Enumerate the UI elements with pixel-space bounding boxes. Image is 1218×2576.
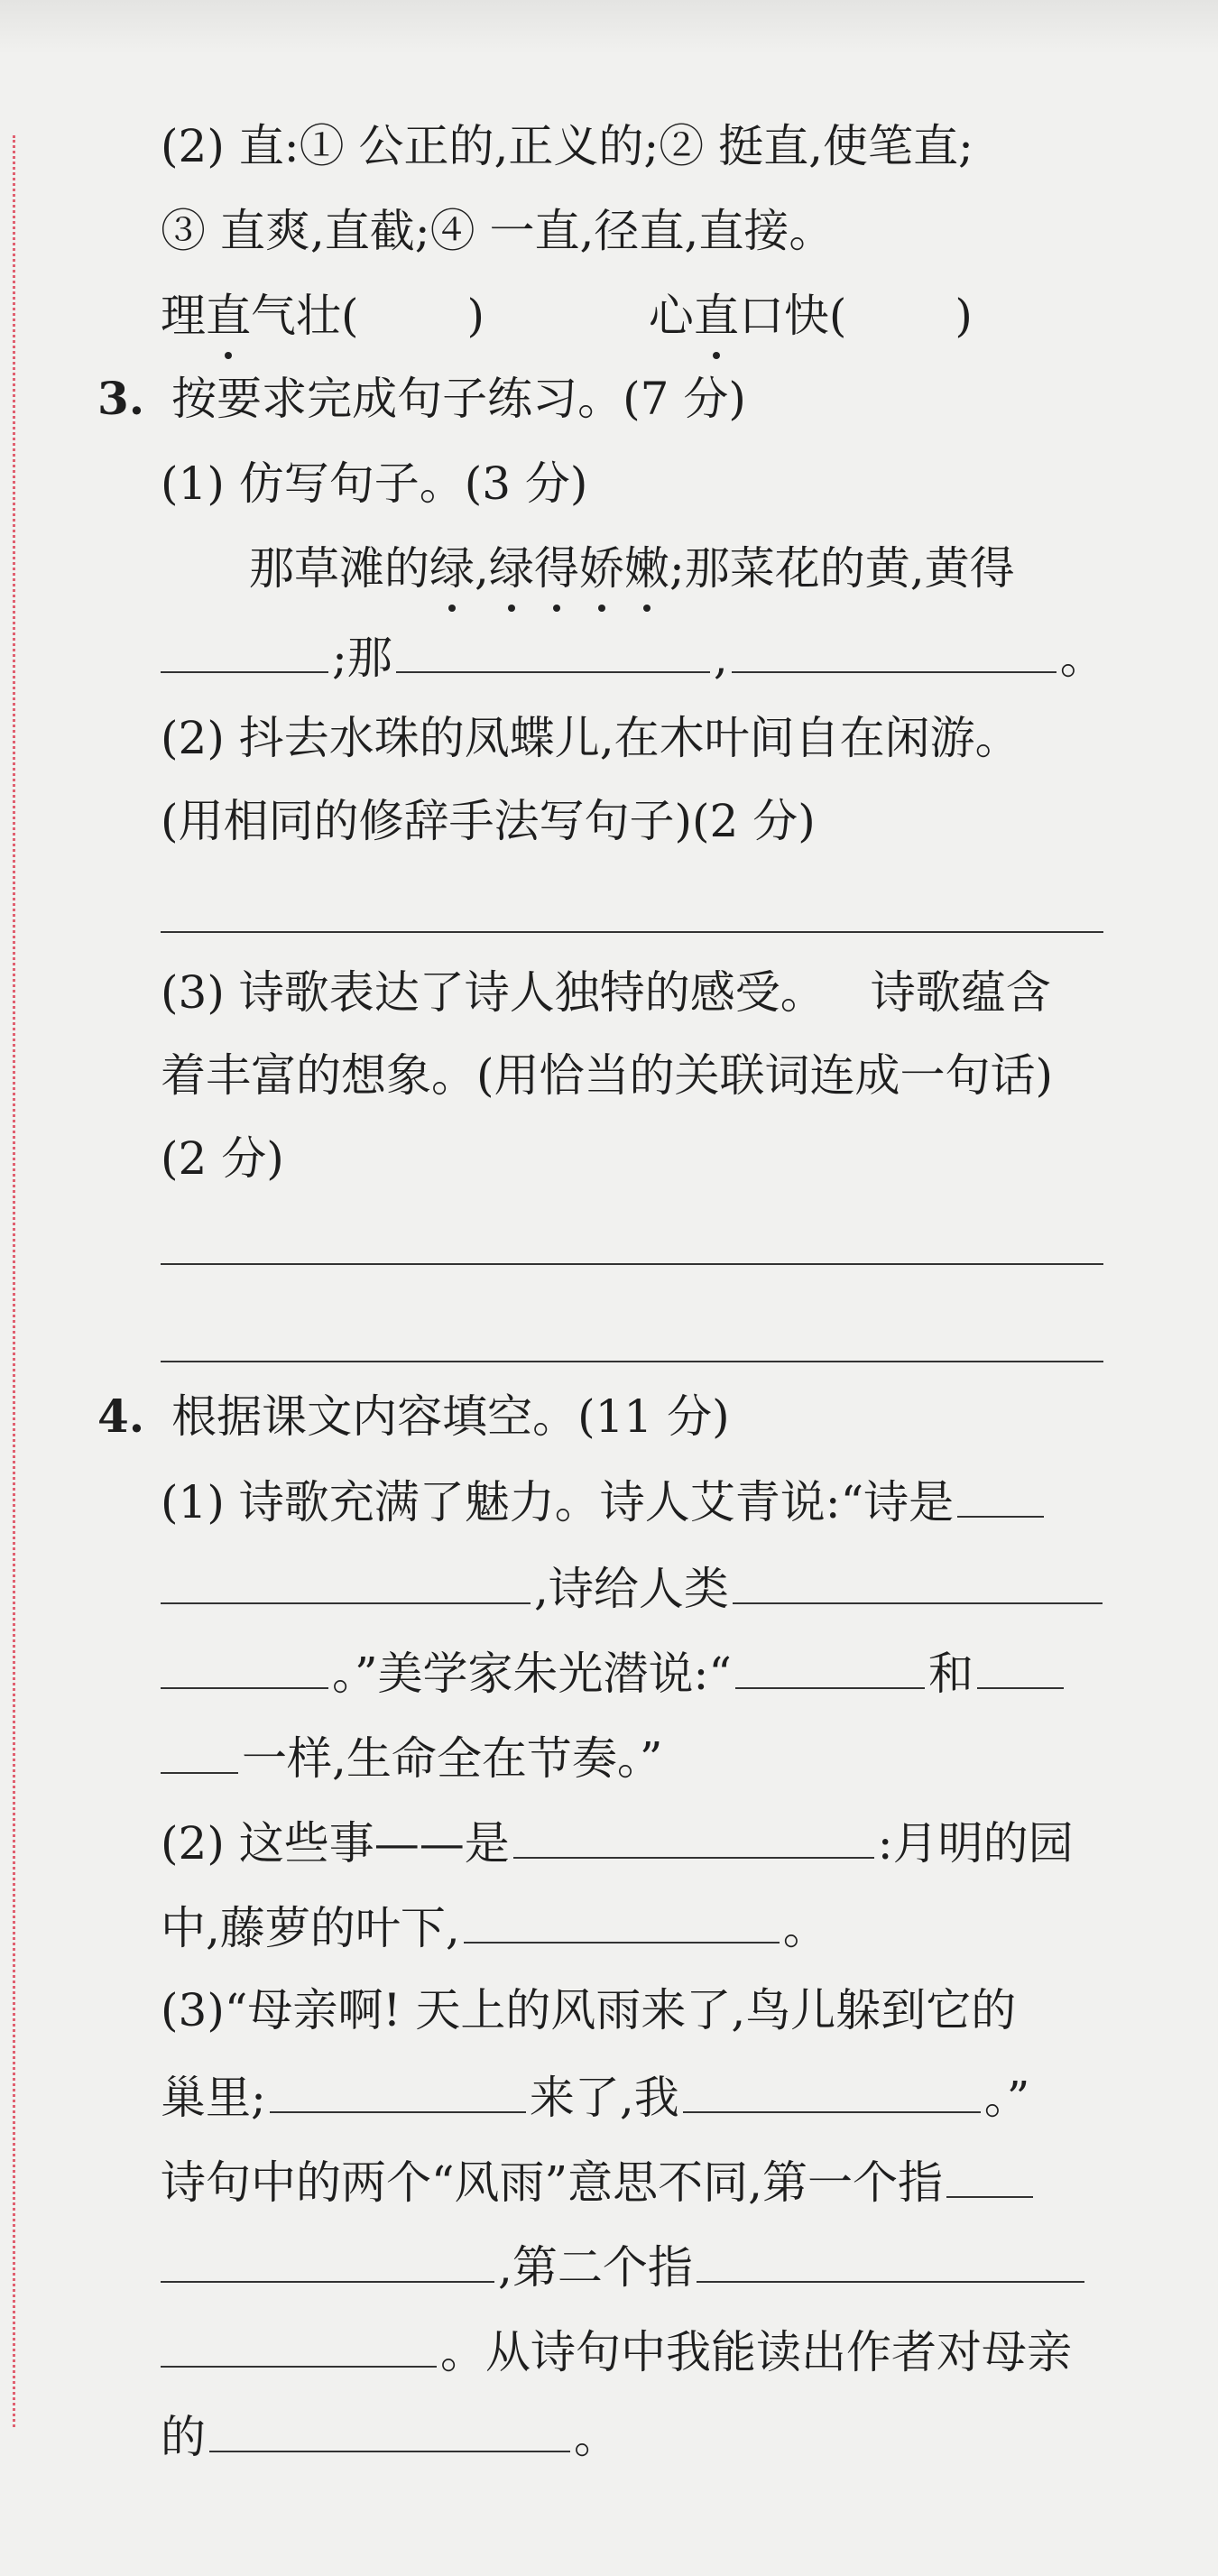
q3-number: 3. [97,372,145,425]
q3-item3-answer-line-1[interactable] [161,1263,1103,1265]
q3-item1-fill [161,619,1108,691]
q3-item3-line2: 着丰富的想象。(用恰当的关联词连成一句话) [161,1049,1054,1102]
q2-item2-line1: (2) 直:① 公正的,正义的;② 挺直,使笔直; [161,120,973,172]
fill-text-a: ;那 [332,632,392,684]
q4-item1-line2 [161,1550,1108,1622]
q4-title: 根据课文内容填空。(11 分) [171,1390,730,1443]
idiom1-close-paren: ) [466,290,485,342]
scan-shadow [0,0,1218,54]
item3-text-b: 诗歌蕴含 [870,966,1051,1019]
idiom2-char: 心 [648,290,694,342]
q3-item2-answer-line[interactable] [161,931,1103,933]
q3-item1-title: (1) 仿写句子。(3 分) [161,457,588,510]
q4-item3-text-e: 。 [574,2411,619,2463]
q3-item3-line1 [161,956,1108,1029]
q4-item1-blank-7[interactable] [161,1720,238,1774]
fill-blank-3[interactable] [732,619,1057,673]
q4-item1-line4-text: 一样,生命全在节奏。” [242,1732,663,1785]
q4-item1-line3-text-b: 和 [927,1648,973,1700]
q4-item1-text: (1) 诗歌充满了魅力。诗人艾青说:“诗是 [161,1476,955,1528]
idiom2-dotted-char: 直 [694,280,739,352]
q4-item1-line3 [161,1635,1108,1707]
q4-item1-blank-6[interactable] [977,1635,1064,1689]
q4-item1-blank-5[interactable] [735,1635,925,1689]
q4-item2-blank-1[interactable] [513,1805,874,1859]
q4-item1-line3-text-a: 。”美学家朱光潜说:“ [332,1648,732,1700]
q4-item2-text-d: 。 [782,1902,828,1954]
idiom1-char: 理 [161,290,206,342]
q4-item1-line2-text: ,诗给人类 [534,1563,729,1615]
q4-item2-text-b: :月明的园 [877,1817,1074,1870]
idiom1-dotted-char: 直 [206,280,251,352]
q4-item3-text-a: 巢里; [161,2072,266,2124]
q4-item3-blank-4[interactable] [161,2229,494,2283]
q4-item2-line1 [161,1805,1108,1877]
q4-item1-blank-2[interactable] [161,1550,531,1604]
q4-item1-blank-4[interactable] [161,1635,328,1689]
q4-item2-text-c: 中,藤萝的叶下, [161,1902,460,1954]
q4-item3-line5-text: 。从诗句中我能读出作者对母亲 [440,2326,1072,2378]
q4-item3-blank-5[interactable] [697,2229,1084,2283]
q4-item3-blank-2[interactable] [683,2059,981,2113]
q4-item3-blank-3[interactable] [946,2144,1033,2198]
q4-item3-blank-7[interactable] [209,2398,570,2452]
q4-item1-blank-1[interactable] [957,1463,1044,1518]
q4-item3-line6 [161,2398,1108,2470]
q4-item3-line3-text: 诗句中的两个“风雨”意思不同,第一个指 [161,2156,944,2209]
q3-title: 按要求完成句子练习。(7 分) [171,373,746,425]
item3-text-a: (3) 诗歌表达了诗人独特的感受。 [161,966,826,1019]
q4-item1-line1 [161,1463,1108,1536]
q3-item2-line2: (用相同的修辞手法写句子)(2 分) [161,795,816,847]
example-dotted-text: 绿,绿得娇嫩 [429,542,669,595]
q4-item2-line2 [161,1889,1108,1962]
q2-item2-line2: ③ 直爽,直截;④ 一直,径直,直接。 [161,205,835,257]
idiom1-rest: 气壮( [251,290,359,342]
q4-item3-text-b: 来了,我 [529,2072,679,2124]
q4-item3-line1: (3)“母亲啊! 天上的风雨来了,鸟儿躲到它的 [161,1984,1017,2036]
q4-item3-line4 [161,2229,1108,2301]
q3-item1-example [249,532,1196,605]
q4-item1-line4 [161,1720,1108,1792]
fill-text-c: 。 [1059,632,1105,684]
example-part-b: ;那菜花的黄,黄得 [669,542,1015,595]
q4-item3-line3 [161,2144,1108,2216]
q4-item1-blank-3[interactable] [733,1550,1103,1604]
idiom2-rest: 口快( [738,290,847,342]
q3-item2-line1: (2) 抖去水珠的凤蝶儿,在木叶间自在闲游。 [161,712,1020,764]
q4-item3-line4-text: ,第二个指 [498,2241,693,2294]
margin-dotted-line [13,135,15,2427]
q4-item3-blank-6[interactable] [161,2313,437,2368]
q3-heading [97,363,1045,435]
q4-item3-text-c: 。” [983,2072,1030,2124]
q4-item2-text-a: (2) 这些事——是 [161,1817,510,1870]
example-part-a: 那草滩的 [249,542,429,595]
q4-item3-line2 [161,2059,1108,2131]
idiom2-close-paren: ) [955,290,973,342]
fill-blank-1[interactable] [161,619,328,673]
q3-item3-line3: (2 分) [161,1132,284,1185]
q2-idioms [161,280,1108,352]
q4-item3-line5 [161,2313,1108,2386]
q4-item3-text-d: 的 [161,2411,206,2463]
fill-blank-2[interactable] [396,619,710,673]
fill-text-b: , [713,632,728,684]
q3-item3-answer-line-2[interactable] [161,1361,1103,1362]
q4-number: 4. [97,1390,145,1443]
q4-item3-blank-1[interactable] [270,2059,526,2113]
q4-item2-blank-2[interactable] [464,1889,780,1944]
q4-heading [97,1380,1045,1453]
